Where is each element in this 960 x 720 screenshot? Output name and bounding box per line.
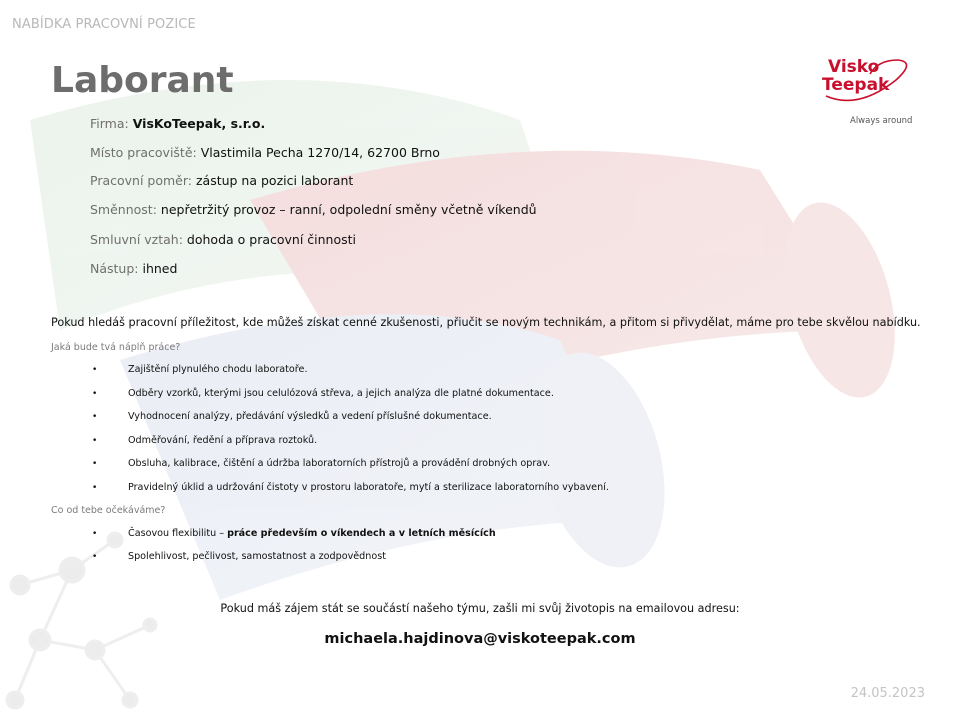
fact-location <box>90 145 440 160</box>
list-item-text: Časovou flexibilitu – <box>128 528 228 539</box>
list-item <box>92 388 554 399</box>
list-item-text: Odměřování, ředění a příprava roztoků. <box>128 435 318 446</box>
list-item <box>92 435 317 446</box>
company-logo <box>818 52 918 132</box>
bullet-icon: • <box>92 436 98 446</box>
list-item <box>92 364 308 375</box>
list-item-emphasis: práce především o víkendech a v letních měsících <box>227 528 496 539</box>
intro-paragraph: Pokud hledáš pracovní příležitost, kde můžeš získat cenné zkušenosti, přiučit se novým technikám, a přitom si přivydělat, máme pro tebe skvělou nabídku. <box>51 316 921 329</box>
duties-heading: Jaká bude tvá náplň práce? <box>51 342 181 353</box>
bullet-icon: • <box>92 412 98 422</box>
list-item <box>92 482 609 493</box>
fact-label: Pracovní poměr: <box>90 173 192 188</box>
list-item <box>92 411 492 422</box>
section-label: NABÍDKA PRACOVNÍ POZICE <box>12 17 196 32</box>
footer-date: 24.05.2023 <box>850 686 925 701</box>
logo-text-line1: Visko <box>828 57 880 77</box>
list-item-text: Obsluha, kalibrace, čištění a údržba laboratorních přístrojů a provádění drobných oprav. <box>128 458 551 469</box>
fact-label: Nástup: <box>90 261 139 276</box>
list-item-text: Zajištění plynulého chodu laboratoře. <box>128 364 308 375</box>
logo-tagline: Always around <box>850 116 913 126</box>
bullet-icon: • <box>92 529 98 539</box>
bullet-icon: • <box>92 552 98 562</box>
bullet-icon: • <box>92 365 98 375</box>
bullet-icon: • <box>92 459 98 469</box>
call-to-action: Pokud máš zájem stát se součástí našeho týmu, zašli mi svůj životopis na emailovou adresu: <box>220 602 740 615</box>
fact-label: Směnnost: <box>90 202 157 217</box>
fact-value: dohoda o pracovní činnosti <box>186 232 357 247</box>
fact-value: zástup na pozici laborant <box>195 173 354 188</box>
contact-email[interactable]: michaela.hajdinova@viskoteepak.com <box>324 631 636 647</box>
fact-value: nepřetržitý provoz – ranní, odpolední směny včetně víkendů <box>160 202 537 217</box>
bullet-icon: • <box>92 389 98 399</box>
expectations-heading: Co od tebe očekáváme? <box>51 505 166 516</box>
list-item-text: Vyhodnocení analýzy, předávání výsledků a vedení příslušné dokumentace. <box>128 411 492 422</box>
bullet-icon: • <box>92 483 98 493</box>
fact-label: Místo pracoviště: <box>90 145 197 160</box>
list-item-text: Odběry vzorků, kterými jsou celulózová střeva, a jejich analýza dle platné dokumentace. <box>128 388 554 399</box>
list-item-text: Pravidelný úklid a udržování čistoty v prostoru laboratoře, mytí a sterilizace laboratorního vybavení. <box>128 482 609 493</box>
list-item <box>92 551 386 562</box>
fact-start <box>90 261 177 276</box>
list-item-text: Spolehlivost, pečlivost, samostatnost a zodpovědnost <box>128 551 386 562</box>
fact-label: Firma: <box>90 116 129 131</box>
fact-company <box>90 116 265 131</box>
fact-shifts <box>90 202 537 217</box>
list-item <box>92 458 550 469</box>
fact-value: ihned <box>142 261 178 276</box>
fact-value: VisKoTeepak, s.r.o. <box>132 116 266 131</box>
list-item <box>92 528 496 539</box>
logo-text-line2: Teepak <box>822 75 890 95</box>
page-title: Laborant <box>51 60 234 101</box>
fact-label: Smluvní vztah: <box>90 232 183 247</box>
fact-value: Vlastimila Pecha 1270/14, 62700 Brno <box>200 145 440 160</box>
fact-contract <box>90 232 356 247</box>
fact-employment-type <box>90 173 353 188</box>
